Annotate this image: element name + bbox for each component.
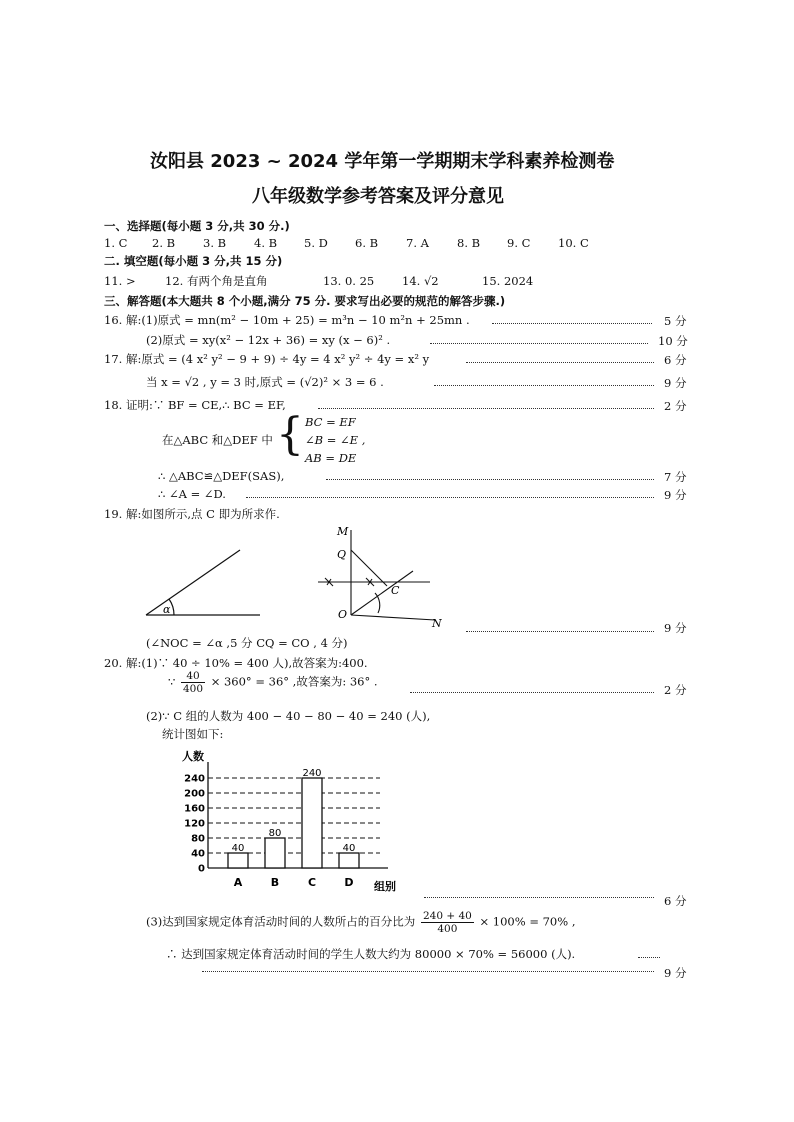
q20-part1: 20. 解:(1)∵ 40 ÷ 10% = 400 人),故答案为:400. <box>104 656 368 670</box>
y-tick-label: 40 <box>191 848 205 860</box>
answer: 8. B <box>457 236 481 250</box>
fraction <box>181 670 205 695</box>
bar-value-label: 40 <box>231 843 245 854</box>
y-axis-label: 人数 <box>182 750 204 763</box>
score: 7 分 <box>664 470 687 484</box>
q18-condition: ∠B = ∠E , <box>305 433 366 447</box>
q16-part2: (2)原式 = xy(x² − 12x + 36) = xy (x − 6)² . <box>146 333 391 347</box>
denominator: 400 <box>182 683 204 695</box>
answer: 15. 2024 <box>482 274 534 288</box>
leader-dots <box>326 479 654 480</box>
answer: 9. C <box>507 236 531 250</box>
leader-dots <box>424 897 654 898</box>
label-O: O <box>338 608 348 621</box>
leader-dots <box>202 971 654 972</box>
y-tick-label: 120 <box>184 818 205 830</box>
answer: 14. √2 <box>402 274 439 288</box>
leader-dots <box>434 385 654 386</box>
x-tick-label: C <box>307 876 317 889</box>
bar-value-label: 40 <box>342 843 356 854</box>
x-axis-label: 组别 <box>374 880 396 893</box>
answer: 2. B <box>152 236 176 250</box>
denominator: 400 <box>437 923 458 935</box>
leader-dots <box>466 362 654 363</box>
score: 6 分 <box>664 894 687 908</box>
numerator: 40 <box>181 670 205 683</box>
leader-dots <box>430 343 648 344</box>
brace-symbol: { <box>276 409 304 460</box>
x-tick-label: B <box>270 876 280 889</box>
score: 2 分 <box>664 683 687 697</box>
q20-part3 <box>146 910 576 935</box>
score: 5 分 <box>664 314 687 328</box>
bar <box>265 838 285 868</box>
x-tick-label: D <box>344 876 354 889</box>
answer: 11. > <box>104 274 136 288</box>
answer: 7. A <box>406 236 429 250</box>
bar <box>228 853 248 868</box>
q19-line: 19. 解:如图所示,点 C 即为所求作. <box>104 507 280 521</box>
x-tick-label: A <box>233 876 243 889</box>
bar <box>302 778 322 868</box>
q18-line2: ∴ △ABC≌△DEF(SAS), <box>158 469 285 483</box>
y-tick-label: 200 <box>184 788 205 800</box>
numerator: 240 + 40 <box>422 910 472 922</box>
leader-dots <box>410 692 654 693</box>
q20-part1b <box>168 670 378 695</box>
q18-condition: AB = DE <box>305 451 357 465</box>
score: 9 分 <box>664 621 687 635</box>
q20-part2b: 统计图如下: <box>162 727 224 741</box>
answer: 6. B <box>355 236 379 250</box>
q17-part1: 17. 解:原式 = (4 x² y² − 9 + 9) ÷ 4y = 4 x² y² ÷ 4y = x² y <box>104 352 430 366</box>
y-tick-label: 0 <box>198 863 205 875</box>
page-title: 汝阳县 2023 ~ 2024 学年第一学期期末学科素养检测卷 <box>150 151 615 172</box>
q20-part3-text: (3)达到国家规定体育活动时间的人数所占的百分比为 <box>146 914 416 929</box>
q17-part2: 当 x = √2 , y = 3 时,原式 = (√2)² × 3 = 6 . <box>146 375 384 389</box>
figure-19 <box>130 520 460 628</box>
section2-heading: 二. 填空题(每小题 3 分,共 15 分) <box>104 254 283 268</box>
score: 9 分 <box>664 376 687 390</box>
q18-line1: 18. 证明:∵ BF = CE,∴ BC = EF, <box>104 398 286 412</box>
bar-value-label: 80 <box>268 828 282 839</box>
label-N: N <box>432 617 442 628</box>
answer: 1. C <box>104 236 128 250</box>
section3-heading: 三、解答题(本大题共 8 个小题,满分 75 分. 要求写出必要的规范的解答步骤.) <box>104 294 506 308</box>
q20-part3b: ∴ 达到国家规定体育活动时间的学生人数大约为 80000 × 70% = 56000 (人). <box>166 947 576 961</box>
q18-condition: BC = EF <box>305 415 356 429</box>
q20-part1b-text: × 360° = 36° ,故答案为: 36° . <box>210 674 378 689</box>
construction-figure <box>318 530 435 620</box>
answer: 4. B <box>254 236 278 250</box>
label-C: C <box>391 584 400 597</box>
y-tick-label: 160 <box>184 803 205 815</box>
q20-part3-result: × 100% = 70% , <box>479 914 576 929</box>
leader-dots <box>638 957 660 958</box>
alpha-label: α <box>163 603 171 616</box>
score: 9 分 <box>664 488 687 502</box>
score: 9 分 <box>664 966 687 980</box>
q18-in-triangles: 在△ABC 和△DEF 中 <box>162 433 273 447</box>
leader-dots <box>492 323 652 324</box>
bar <box>339 853 359 868</box>
answer: 13. 0. 25 <box>323 274 375 288</box>
label-Q: Q <box>337 548 347 561</box>
bar-chart <box>170 748 410 896</box>
answer: 5. D <box>304 236 328 250</box>
answer: 3. B <box>203 236 227 250</box>
y-tick-label: 240 <box>184 773 205 785</box>
section1-heading: 一、选择题(每小题 3 分,共 30 分.) <box>104 219 290 233</box>
score: 10 分 <box>658 334 688 348</box>
q18-line3: ∴ ∠A = ∠D. <box>158 487 226 501</box>
because-symbol: ∵ <box>168 674 176 689</box>
page-subtitle: 八年级数学参考答案及评分意见 <box>252 186 504 207</box>
q16-part1: 16. 解:(1)原式 = mn(m² − 10m + 25) = m³n − 10 m²n + 25mn . <box>104 313 470 327</box>
leader-dots <box>246 497 654 498</box>
leader-dots <box>466 631 654 632</box>
score: 2 分 <box>664 399 687 413</box>
answer: 12. 有两个角是直角 <box>165 274 268 288</box>
y-tick-label: 80 <box>191 833 205 845</box>
leader-dots <box>318 408 654 409</box>
q20-part2: (2)∵ C 组的人数为 400 − 40 − 80 − 40 = 240 (人), <box>146 709 431 723</box>
bar-value-label: 240 <box>302 768 322 779</box>
label-M: M <box>337 525 349 538</box>
fraction <box>421 910 474 935</box>
answer: 10. C <box>558 236 589 250</box>
q19-note: (∠NOC = ∠α ,5 分 CQ = CO , 4 分) <box>146 636 348 650</box>
score: 6 分 <box>664 353 687 367</box>
